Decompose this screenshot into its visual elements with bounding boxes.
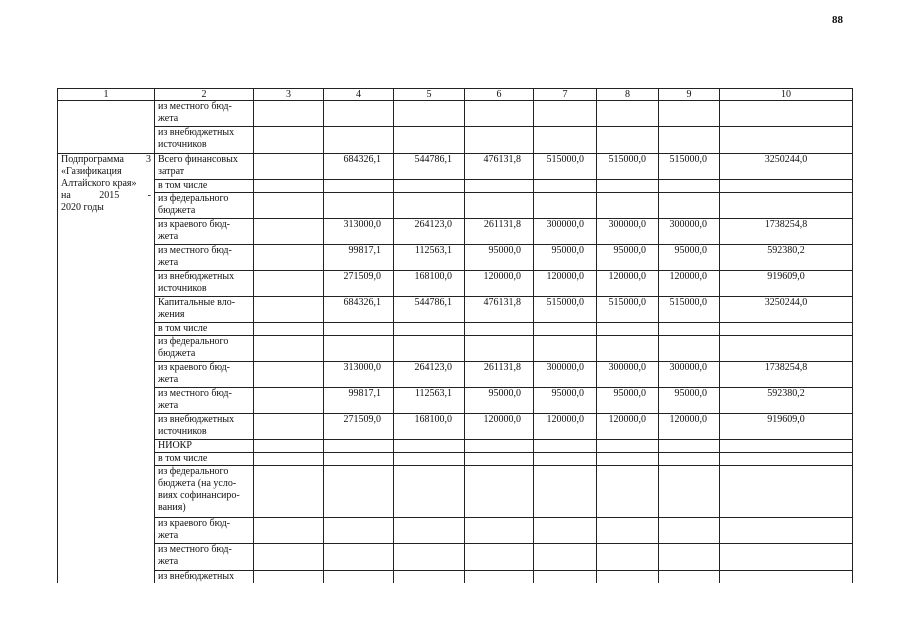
- value-cell: 120000,0: [534, 271, 597, 297]
- column-header: 4: [324, 89, 394, 101]
- value-cell: 95000,0: [465, 245, 534, 271]
- row-label: в том числе: [155, 323, 254, 336]
- header-row: [58, 89, 853, 101]
- value-cell: [254, 571, 324, 584]
- value-cell: 515000,0: [534, 154, 597, 180]
- row-label: из федерального бюджета: [155, 193, 254, 219]
- table-row: [58, 180, 853, 193]
- row-label: из внебюджетных: [155, 571, 254, 584]
- value-cell: 300000,0: [534, 219, 597, 245]
- table-row: [58, 414, 853, 440]
- row-label: из внебюджетных источников: [155, 127, 254, 154]
- value-cell: [465, 127, 534, 154]
- value-cell: 313000,0: [324, 219, 394, 245]
- value-cell: 1738254,8: [720, 219, 853, 245]
- row-label: из краевого бюд- жета: [155, 219, 254, 245]
- value-cell: [659, 323, 720, 336]
- value-cell: [720, 466, 853, 518]
- value-cell: [465, 466, 534, 518]
- value-cell: 168100,0: [394, 414, 465, 440]
- value-cell: [597, 101, 659, 127]
- value-cell: [324, 180, 394, 193]
- continuation-cell: [58, 101, 155, 154]
- column-header: 5: [394, 89, 465, 101]
- value-cell: [534, 466, 597, 518]
- column-header: 7: [534, 89, 597, 101]
- value-cell: 112563,1: [394, 245, 465, 271]
- column-header: 9: [659, 89, 720, 101]
- value-cell: [394, 571, 465, 584]
- row-label: из внебюджетных источников: [155, 271, 254, 297]
- value-cell: 300000,0: [534, 362, 597, 388]
- value-cell: 515000,0: [597, 297, 659, 323]
- page-number: 88: [832, 14, 843, 26]
- table-row: [58, 362, 853, 388]
- row-label: из краевого бюд- жета: [155, 518, 254, 544]
- value-cell: 99817,1: [324, 245, 394, 271]
- value-cell: [534, 440, 597, 453]
- row-label: НИОКР: [155, 440, 254, 453]
- row-label: Всего финансовых затрат: [155, 154, 254, 180]
- value-cell: [324, 323, 394, 336]
- value-cell: [254, 453, 324, 466]
- value-cell: [394, 518, 465, 544]
- column-header: 3: [254, 89, 324, 101]
- row-label: из федерального бюджета: [155, 336, 254, 362]
- subprogram-name-line: на 2015 -: [61, 190, 151, 201]
- value-cell: 3250244,0: [720, 154, 853, 180]
- value-cell: [254, 362, 324, 388]
- subprogram-name-line: Подпрограмма 3: [61, 154, 151, 165]
- value-cell: 300000,0: [597, 219, 659, 245]
- row-label: из местного бюд- жета: [155, 544, 254, 571]
- value-cell: 544786,1: [394, 154, 465, 180]
- value-cell: 264123,0: [394, 362, 465, 388]
- value-cell: 168100,0: [394, 271, 465, 297]
- value-cell: [394, 544, 465, 571]
- value-cell: [720, 518, 853, 544]
- value-cell: [394, 453, 465, 466]
- table-row: [58, 323, 853, 336]
- value-cell: [465, 440, 534, 453]
- value-cell: [254, 336, 324, 362]
- value-cell: [324, 127, 394, 154]
- value-cell: [254, 127, 324, 154]
- value-cell: 919609,0: [720, 271, 853, 297]
- value-cell: 476131,8: [465, 297, 534, 323]
- value-cell: 99817,1: [324, 388, 394, 414]
- value-cell: [597, 193, 659, 219]
- value-cell: [534, 127, 597, 154]
- value-cell: [597, 571, 659, 584]
- value-cell: 95000,0: [659, 388, 720, 414]
- value-cell: [659, 440, 720, 453]
- value-cell: [659, 466, 720, 518]
- value-cell: 544786,1: [394, 297, 465, 323]
- row-label: из федерального бюджета (на усло- виях софинансиро- вания): [155, 466, 254, 518]
- value-cell: [324, 466, 394, 518]
- value-cell: [597, 453, 659, 466]
- value-cell: [254, 414, 324, 440]
- value-cell: [534, 101, 597, 127]
- value-cell: [465, 323, 534, 336]
- row-label: в том числе: [155, 453, 254, 466]
- value-cell: 95000,0: [597, 245, 659, 271]
- column-header: 8: [597, 89, 659, 101]
- value-cell: [597, 440, 659, 453]
- value-cell: [534, 193, 597, 219]
- value-cell: [659, 336, 720, 362]
- value-cell: 271509,0: [324, 414, 394, 440]
- value-cell: 592380,2: [720, 388, 853, 414]
- subprogram-name-line: Алтайского края»: [61, 178, 137, 189]
- table-row: [58, 388, 853, 414]
- value-cell: [597, 466, 659, 518]
- value-cell: [465, 453, 534, 466]
- value-cell: [720, 180, 853, 193]
- value-cell: [324, 440, 394, 453]
- value-cell: 300000,0: [597, 362, 659, 388]
- value-cell: 684326,1: [324, 297, 394, 323]
- table-row: [58, 336, 853, 362]
- table-row: [58, 518, 853, 544]
- value-cell: [465, 180, 534, 193]
- table-row: [58, 101, 853, 127]
- value-cell: 3250244,0: [720, 297, 853, 323]
- value-cell: [534, 453, 597, 466]
- value-cell: [720, 127, 853, 154]
- value-cell: [254, 518, 324, 544]
- value-cell: 1738254,8: [720, 362, 853, 388]
- row-label: из местного бюд- жета: [155, 388, 254, 414]
- value-cell: 515000,0: [534, 297, 597, 323]
- row-label: из внебюджетных источников: [155, 414, 254, 440]
- value-cell: 120000,0: [465, 271, 534, 297]
- value-cell: 95000,0: [597, 388, 659, 414]
- value-cell: 261131,8: [465, 362, 534, 388]
- value-cell: [254, 180, 324, 193]
- value-cell: [720, 101, 853, 127]
- value-cell: [254, 440, 324, 453]
- value-cell: 95000,0: [534, 245, 597, 271]
- column-header: 1: [58, 89, 155, 101]
- row-label: Капитальные вло- жения: [155, 297, 254, 323]
- value-cell: 592380,2: [720, 245, 853, 271]
- value-cell: [720, 571, 853, 584]
- value-cell: [254, 154, 324, 180]
- value-cell: [324, 101, 394, 127]
- value-cell: 515000,0: [597, 154, 659, 180]
- value-cell: [254, 323, 324, 336]
- value-cell: [659, 127, 720, 154]
- value-cell: 120000,0: [465, 414, 534, 440]
- value-cell: [659, 518, 720, 544]
- value-cell: [465, 518, 534, 544]
- value-cell: 919609,0: [720, 414, 853, 440]
- value-cell: [254, 466, 324, 518]
- table-row: [58, 127, 853, 154]
- value-cell: [324, 193, 394, 219]
- value-cell: 120000,0: [597, 271, 659, 297]
- value-cell: [534, 544, 597, 571]
- value-cell: [394, 336, 465, 362]
- table-row: [58, 453, 853, 466]
- value-cell: 300000,0: [659, 219, 720, 245]
- value-cell: 271509,0: [324, 271, 394, 297]
- table-row: [58, 219, 853, 245]
- subprogram-name-line: «Газификация: [61, 166, 122, 177]
- value-cell: [534, 180, 597, 193]
- row-label: в том числе: [155, 180, 254, 193]
- value-cell: 313000,0: [324, 362, 394, 388]
- value-cell: [324, 571, 394, 584]
- value-cell: [394, 193, 465, 219]
- table-row: [58, 544, 853, 571]
- value-cell: [465, 571, 534, 584]
- value-cell: [534, 323, 597, 336]
- row-label: из местного бюд- жета: [155, 101, 254, 127]
- value-cell: [324, 336, 394, 362]
- value-cell: [597, 518, 659, 544]
- table-row: [58, 297, 853, 323]
- value-cell: [394, 440, 465, 453]
- value-cell: [720, 336, 853, 362]
- budget-table: [57, 88, 853, 583]
- value-cell: 95000,0: [659, 245, 720, 271]
- value-cell: [597, 544, 659, 571]
- table-row: [58, 154, 853, 180]
- value-cell: 120000,0: [534, 414, 597, 440]
- value-cell: 264123,0: [394, 219, 465, 245]
- value-cell: [534, 336, 597, 362]
- value-cell: [659, 193, 720, 219]
- row-label: из краевого бюд- жета: [155, 362, 254, 388]
- value-cell: [254, 101, 324, 127]
- value-cell: [597, 127, 659, 154]
- value-cell: [597, 323, 659, 336]
- value-cell: [720, 323, 853, 336]
- value-cell: [720, 453, 853, 466]
- value-cell: [394, 180, 465, 193]
- row-label: из местного бюд- жета: [155, 245, 254, 271]
- value-cell: [659, 101, 720, 127]
- value-cell: [465, 544, 534, 571]
- value-cell: [659, 544, 720, 571]
- value-cell: 112563,1: [394, 388, 465, 414]
- value-cell: [394, 127, 465, 154]
- value-cell: [324, 518, 394, 544]
- value-cell: [597, 336, 659, 362]
- value-cell: [465, 193, 534, 219]
- value-cell: [394, 323, 465, 336]
- value-cell: [465, 336, 534, 362]
- subprogram-name-line: 2020 годы: [61, 202, 104, 213]
- value-cell: 95000,0: [465, 388, 534, 414]
- value-cell: [324, 544, 394, 571]
- value-cell: [394, 101, 465, 127]
- table-row: [58, 193, 853, 219]
- value-cell: [659, 571, 720, 584]
- value-cell: [254, 193, 324, 219]
- table-row: [58, 466, 853, 518]
- column-header: 10: [720, 89, 853, 101]
- table-row: [58, 245, 853, 271]
- value-cell: 120000,0: [597, 414, 659, 440]
- column-header: 6: [465, 89, 534, 101]
- value-cell: 515000,0: [659, 297, 720, 323]
- table-row: [58, 271, 853, 297]
- value-cell: [254, 219, 324, 245]
- value-cell: [254, 271, 324, 297]
- value-cell: [659, 180, 720, 193]
- value-cell: 684326,1: [324, 154, 394, 180]
- value-cell: [254, 245, 324, 271]
- value-cell: 515000,0: [659, 154, 720, 180]
- value-cell: [254, 544, 324, 571]
- value-cell: 95000,0: [534, 388, 597, 414]
- value-cell: [324, 453, 394, 466]
- value-cell: [254, 388, 324, 414]
- table-row: [58, 440, 853, 453]
- value-cell: [534, 571, 597, 584]
- value-cell: [659, 453, 720, 466]
- value-cell: [720, 544, 853, 571]
- value-cell: [465, 101, 534, 127]
- value-cell: [394, 466, 465, 518]
- column-header: 2: [155, 89, 254, 101]
- value-cell: 120000,0: [659, 414, 720, 440]
- subprogram-name: [58, 154, 155, 584]
- value-cell: 261131,8: [465, 219, 534, 245]
- value-cell: 300000,0: [659, 362, 720, 388]
- table-row: [58, 571, 853, 584]
- value-cell: 120000,0: [659, 271, 720, 297]
- value-cell: [534, 518, 597, 544]
- value-cell: [720, 193, 853, 219]
- value-cell: [597, 180, 659, 193]
- value-cell: [720, 440, 853, 453]
- value-cell: [254, 297, 324, 323]
- value-cell: 476131,8: [465, 154, 534, 180]
